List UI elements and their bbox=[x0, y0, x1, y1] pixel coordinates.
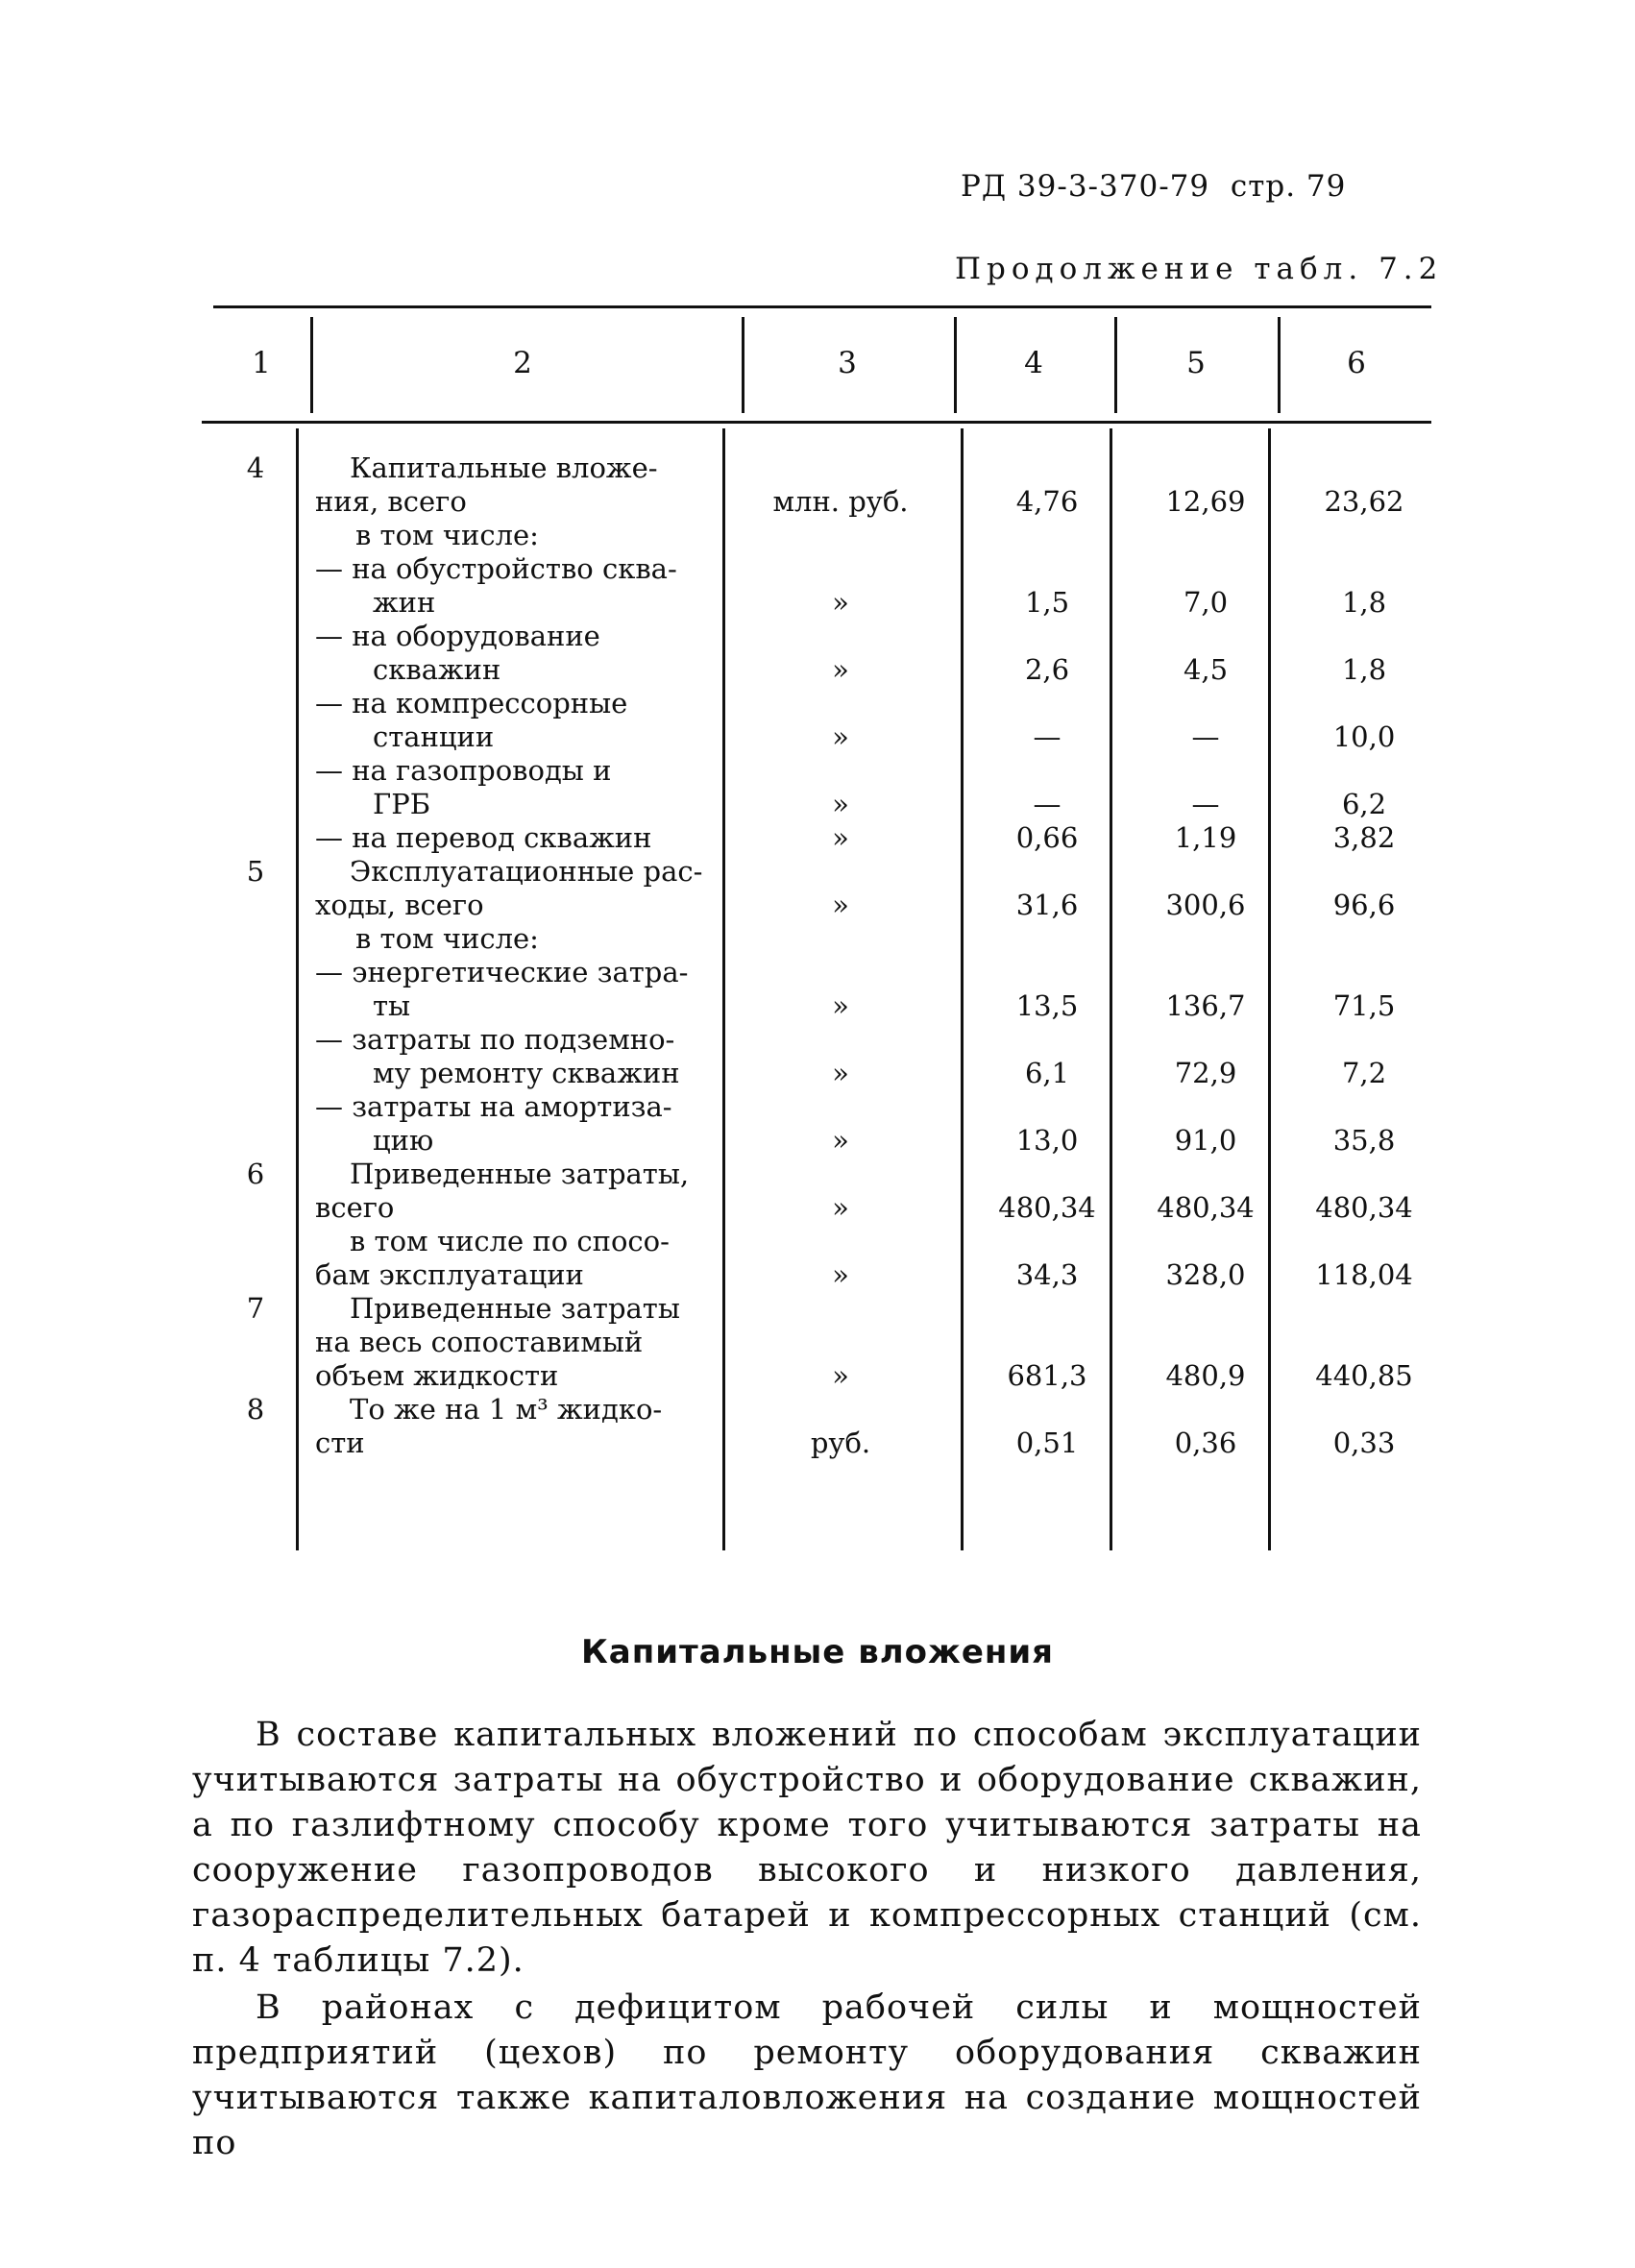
value-col-4: 13,0 bbox=[1015, 1124, 1079, 1157]
value-col-5: 136,7 bbox=[1165, 989, 1246, 1022]
value-col-4: 0,51 bbox=[1015, 1427, 1079, 1459]
row-description-line: — на компрессорные bbox=[315, 687, 628, 719]
value-col-5: 72,9 bbox=[1174, 1057, 1237, 1089]
row-unit: руб. bbox=[810, 1427, 871, 1459]
row-description-line: в том числе: bbox=[355, 922, 539, 955]
value-col-4: — bbox=[1033, 720, 1062, 753]
row-description-line: всего bbox=[315, 1191, 395, 1224]
value-col-4: 1,5 bbox=[1024, 586, 1070, 619]
value-col-6: 118,04 bbox=[1315, 1258, 1413, 1291]
value-col-6: 10,0 bbox=[1332, 720, 1396, 753]
row-description-line: Приведенные затраты, bbox=[350, 1158, 690, 1190]
row-unit: » bbox=[832, 1124, 849, 1157]
row-unit: » bbox=[832, 586, 849, 619]
value-col-6: 6,2 bbox=[1341, 788, 1387, 820]
value-col-5: — bbox=[1191, 720, 1220, 753]
row-description-line: Эксплуатационные рас- bbox=[350, 855, 703, 888]
header-divider bbox=[954, 317, 957, 413]
page-header bbox=[961, 169, 1346, 204]
value-col-5: 480,34 bbox=[1157, 1191, 1255, 1224]
row-number: 6 bbox=[246, 1158, 265, 1190]
row-description-line: ГРБ bbox=[373, 788, 431, 820]
document-id: РД 39-3-370-79 bbox=[961, 169, 1210, 204]
row-number: 8 bbox=[246, 1393, 265, 1426]
row-description-line: му ремонту скважин bbox=[373, 1057, 680, 1089]
body-divider bbox=[296, 428, 299, 1550]
value-col-4: 13,5 bbox=[1015, 989, 1079, 1022]
value-col-6: 7,2 bbox=[1341, 1057, 1387, 1089]
value-col-5: 12,69 bbox=[1165, 485, 1246, 518]
column-header-6: 6 bbox=[1347, 346, 1366, 380]
row-description-line: бам эксплуатации bbox=[315, 1258, 584, 1291]
row-description-line: — энергетические затра- bbox=[315, 956, 689, 988]
value-col-4: 4,76 bbox=[1015, 485, 1079, 518]
column-header-3: 3 bbox=[838, 346, 857, 380]
value-col-6: 23,62 bbox=[1324, 485, 1404, 518]
row-description-line: в том числе по спосо- bbox=[350, 1225, 670, 1257]
value-col-4: 34,3 bbox=[1015, 1258, 1079, 1291]
column-header-1: 1 bbox=[252, 346, 271, 380]
column-header-4: 4 bbox=[1024, 346, 1043, 380]
paragraph: В районах с дефицитом рабочей силы и мощностей предприятий (цехов) по ремонту оборудования скважин учитываются также капиталовложения на создание мощностей по bbox=[192, 1988, 1422, 2162]
value-col-5: 0,36 bbox=[1174, 1427, 1237, 1459]
row-unit: » bbox=[832, 1258, 849, 1291]
section-title: Капитальные вложения bbox=[580, 1633, 1055, 1671]
row-unit: » bbox=[832, 821, 849, 854]
row-description-line: — на оборудование bbox=[315, 620, 600, 652]
value-col-4: 480,34 bbox=[998, 1191, 1096, 1224]
value-col-6: 1,8 bbox=[1341, 586, 1387, 619]
row-description-line: ходы, всего bbox=[315, 889, 484, 921]
row-description-line: — на перевод скважин bbox=[315, 821, 652, 854]
row-description-line: Капитальные вложе- bbox=[350, 451, 658, 484]
row-description-line: скважин bbox=[373, 653, 501, 686]
column-header-2: 2 bbox=[513, 346, 532, 380]
value-col-5: 300,6 bbox=[1165, 889, 1246, 921]
row-unit: » bbox=[832, 788, 849, 820]
row-description-line: цию bbox=[373, 1124, 434, 1157]
value-col-6: 0,33 bbox=[1332, 1427, 1396, 1459]
row-description-line: сти bbox=[315, 1427, 365, 1459]
row-description-line: объем жидкости bbox=[315, 1359, 559, 1392]
row-description-line: — затраты по подземно- bbox=[315, 1023, 675, 1056]
row-unit: » bbox=[832, 1191, 849, 1224]
header-divider bbox=[310, 317, 313, 413]
page-number: стр. 79 bbox=[1230, 169, 1347, 204]
value-col-6: 3,82 bbox=[1332, 821, 1396, 854]
row-unit: » bbox=[832, 1057, 849, 1089]
row-description-line: станции bbox=[373, 720, 495, 753]
value-col-6: 1,8 bbox=[1341, 653, 1387, 686]
row-description-line: — на газопроводы и bbox=[315, 754, 612, 787]
header-divider bbox=[1114, 317, 1117, 413]
value-col-5: 7,0 bbox=[1183, 586, 1229, 619]
row-unit: » bbox=[832, 653, 849, 686]
row-unit: » bbox=[832, 989, 849, 1022]
value-col-6: 96,6 bbox=[1332, 889, 1396, 921]
paragraph: В составе капитальных вложений по способам эксплуатации учитываются затраты на обустройство и оборудование скважин, а по газлифтному способу кроме того учитываются затраты на сооружение газопроводов высокого и низкого давления, газораспределительных батарей и компрессорных станций (см. п. 4 таблицы 7.2). bbox=[192, 1716, 1422, 1980]
value-col-6: 71,5 bbox=[1332, 989, 1396, 1022]
row-description-line: ты bbox=[373, 989, 411, 1022]
row-unit: » bbox=[832, 720, 849, 753]
column-header-5: 5 bbox=[1186, 346, 1206, 380]
value-col-4: 2,6 bbox=[1024, 653, 1070, 686]
value-col-5: 480,9 bbox=[1165, 1359, 1246, 1392]
value-col-4: 31,6 bbox=[1015, 889, 1079, 921]
row-description-line: ния, всего bbox=[315, 485, 467, 518]
value-col-6: 440,85 bbox=[1315, 1359, 1413, 1392]
row-number: 7 bbox=[246, 1292, 265, 1325]
value-col-5: 1,19 bbox=[1174, 821, 1237, 854]
row-description-line: — на обустройство сква- bbox=[315, 552, 677, 585]
value-col-5: — bbox=[1191, 788, 1220, 820]
value-col-5: 4,5 bbox=[1183, 653, 1229, 686]
row-number: 5 bbox=[246, 855, 265, 888]
header-divider bbox=[1278, 317, 1281, 413]
table-caption: Продолжение табл. 7.2 bbox=[955, 252, 1444, 286]
row-description-line: жин bbox=[373, 586, 436, 619]
value-col-5: 328,0 bbox=[1165, 1258, 1246, 1291]
row-unit: » bbox=[832, 1359, 849, 1392]
value-col-4: — bbox=[1033, 788, 1062, 820]
header-divider bbox=[742, 317, 744, 413]
row-description-line: в том числе: bbox=[355, 519, 539, 551]
body-text bbox=[192, 1713, 1422, 2166]
row-description-line: То же на 1 м³ жидко- bbox=[350, 1393, 663, 1426]
header-bottom-rule bbox=[202, 421, 1431, 424]
row-description-line: — затраты на амортиза- bbox=[315, 1090, 672, 1123]
value-col-6: 35,8 bbox=[1332, 1124, 1396, 1157]
row-description-line: Приведенные затраты bbox=[350, 1292, 680, 1325]
row-unit: » bbox=[832, 889, 849, 921]
body-divider bbox=[961, 428, 964, 1550]
value-col-4: 0,66 bbox=[1015, 821, 1079, 854]
value-col-6: 480,34 bbox=[1315, 1191, 1413, 1224]
row-unit: млн. руб. bbox=[772, 485, 909, 518]
row-number: 4 bbox=[246, 451, 265, 484]
value-col-4: 6,1 bbox=[1024, 1057, 1070, 1089]
value-col-4: 681,3 bbox=[1007, 1359, 1087, 1392]
row-description-line: на весь сопоставимый bbox=[315, 1326, 644, 1358]
value-col-5: 91,0 bbox=[1174, 1124, 1237, 1157]
body-divider bbox=[722, 428, 725, 1550]
table-top-rule bbox=[213, 305, 1431, 308]
